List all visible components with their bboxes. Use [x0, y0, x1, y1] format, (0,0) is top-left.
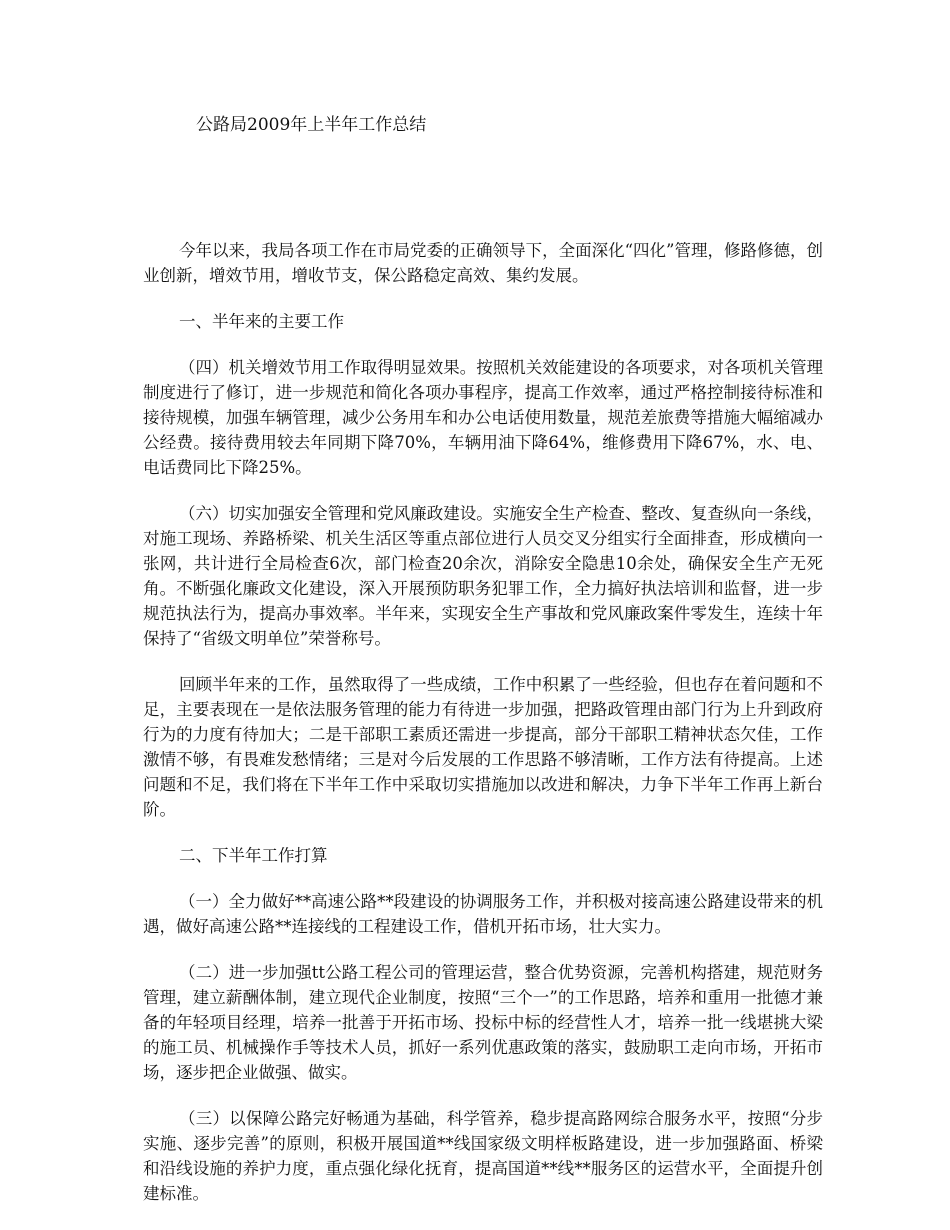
section-heading-1: 一、半年来的主要工作: [179, 312, 344, 331]
document-body: [143, 238, 823, 1227]
work-item-4-paragraph: （四）机关增效节用工作取得明显效果。按照机关效能建设的各项要求，对各项机关管理制度进行了修订，进一步规范和简化各项办事程序，提高工作效率，通过严格控制接待标准和接待规模，加强车辆管理，减少公务用车和办公电话使用数量，规范差旅费等措施大幅缩减办公经费。接待费用较去年同期下降70%，车辆用油下降64%，维修费用下降67%，水、电、电话费同比下降25%。: [143, 358, 823, 477]
plan-item-2-paragraph: （二）进一步加强tt公路工程公司的管理运营，整合优势资源，完善机构搭建，规范财务管理，建立薪酬体制，建立现代企业制度，按照“三个一”的工作思路，培养和重用一批德才兼备的年轻项目经理，培养一批善于开拓市场、投标中标的经营性人才，培养一批一线堪挑大梁的施工员、机械操作手等技术人员，抓好一系列优惠政策的落实，鼓励职工走向市场，开拓市场，逐步把企业做强、做实。: [143, 963, 823, 1082]
plan-item-1-paragraph: （一）全力做好**高速公路**段建设的协调服务工作，并积极对接高速公路建设带来的机遇，做好高速公路**连接线的工程建设工作，借机开拓市场，壮大实力。: [143, 892, 823, 936]
review-paragraph: 回顾半年来的工作，虽然取得了一些成绩，工作中积累了一些经验，但也存在着问题和不足，主要表现在一是依法服务管理的能力有待进一步加强，把路政管理由部门行为上升到政府行为的力度有待加大；二是干部职工素质还需进一步提高，部分干部职工精神状态欠佳，工作激情不够，有畏难发愁情绪；三是对今后发展的工作思路不够清晰，工作方法有待提高。上述问题和不足，我们将在下半年工作中采取切实措施加以改进和解决，力争下半年工作再上新台阶。: [143, 675, 823, 819]
document-title: 公路局2009年上半年工作总结: [196, 115, 427, 135]
work-item-6-paragraph: （六）切实加强安全管理和党风廉政建设。实施安全生产检查、整改、复查纵向一条线，对施工现场、养路桥梁、机关生活区等重点部位进行人员交叉分组实行全面排查，形成横向一张网，共计进行全局检查6次，部门检查20余次，消除安全隐患10余处，确保安全生产无死角。不断强化廉政文化建设，深入开展预防职务犯罪工作，全力搞好执法培训和监督，进一步规范执法行为，提高办事效率。半年来，实现安全生产事故和党风廉政案件零发生，连续十年保持了“省级文明单位”荣誉称号。: [143, 504, 823, 648]
section-heading-2: 二、下半年工作打算: [179, 846, 328, 865]
intro-paragraph: 今年以来，我局各项工作在市局党委的正确领导下，全面深化“四化”管理，修路修德，创业创新，增效节用，增收节支，保公路稳定高效、集约发展。: [143, 241, 823, 285]
plan-item-3-paragraph: （三）以保障公路完好畅通为基础，科学管养，稳步提高路网综合服务水平，按照“分步实施、逐步完善”的原则，积极开展国道**线国家级文明样板路建设，进一步加强路面、桥梁和沿线设施的养护力度，重点强化绿化抚育，提高国道**线**服务区的运营水平，全面提升创建标准。: [143, 1109, 823, 1203]
